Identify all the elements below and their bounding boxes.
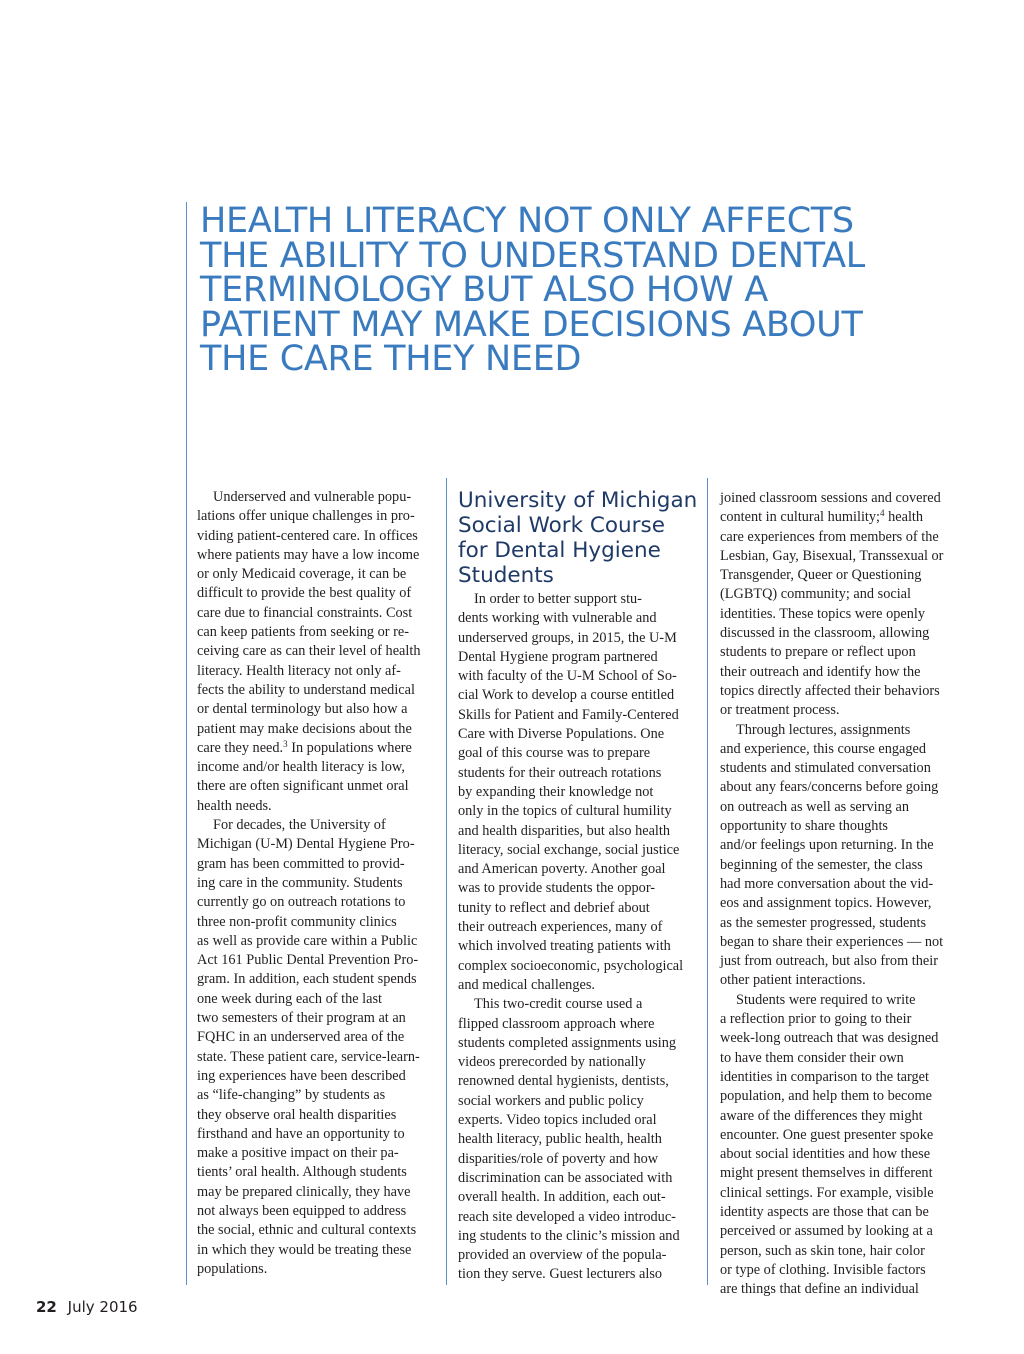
text-line: (LGBTQ) community; and social	[720, 586, 911, 603]
text-line: by expanding their knowledge not	[458, 783, 654, 800]
text-line: two semesters of their program at an	[197, 1010, 406, 1027]
text-line: videos prerecorded by nationally	[458, 1054, 646, 1071]
text-line: literacy, social exchange, social justice	[458, 841, 680, 858]
subhead-line: for Dental Hygiene	[458, 538, 661, 563]
text-line: to have them consider their own	[720, 1049, 904, 1066]
text-line: only in the topics of cultural humility	[458, 803, 672, 820]
text-line: just from outreach, but also from their	[720, 953, 938, 970]
text-line: ceiving care as can their level of health	[197, 643, 421, 660]
text-line: a reflection prior to going to their	[720, 1011, 912, 1028]
text-line: lations offer unique challenges in pro-	[197, 508, 415, 525]
text-line: Dental Hygiene program partnered	[458, 648, 658, 665]
page-footer	[36, 1298, 138, 1316]
pull-quote-line: PATIENT MAY MAKE DECISIONS ABOUT	[200, 304, 863, 345]
text-line: opportunity to share thoughts	[720, 818, 888, 835]
text-line: ing experiences have been described	[197, 1067, 406, 1084]
text-line: in which they would be treating these	[197, 1241, 412, 1258]
text-line: cial Work to develop a course entitled	[458, 687, 675, 704]
text-line: make a positive impact on their pa-	[197, 1145, 399, 1162]
text-line: reach site developed a video introduc-	[458, 1208, 676, 1225]
text-line: and health disparities, but also health	[458, 822, 671, 839]
text-line: and/or feelings upon returning. In the	[720, 837, 934, 854]
text-line: students for their outreach rotations	[458, 764, 662, 781]
text-line: was to provide students the oppor-	[458, 880, 656, 897]
text-line: or only Medicaid coverage, it can be	[197, 566, 407, 583]
subhead-line: University of Michigan	[458, 488, 698, 513]
text-line: aware of the differences they might	[720, 1107, 923, 1124]
text-line: where patients may have a low income	[197, 546, 420, 563]
text-line: students to prepare or reflect upon	[720, 644, 916, 661]
text-line: identities in comparison to the target	[720, 1068, 929, 1085]
text-line: which involved treating patients with	[458, 938, 671, 955]
text-line: provided an overview of the popula-	[458, 1247, 667, 1264]
text-line: and medical challenges.	[458, 976, 595, 993]
reference-superscript: 4	[880, 508, 885, 519]
text-line: gram has been committed to provid-	[197, 855, 405, 872]
pull-quote-line: THE CARE THEY NEED	[200, 339, 582, 379]
text-line: complex socioeconomic, psychological	[458, 957, 684, 974]
pull-quote-line: HEALTH LITERACY NOT ONLY AFFECTS	[200, 201, 854, 241]
text-line: and American poverty. Another goal	[458, 861, 666, 878]
text-line: health literacy, public health, health	[458, 1131, 662, 1148]
text-line: literacy. Health literacy not only af-	[197, 662, 401, 679]
column-rule-left	[186, 202, 187, 1285]
text-line: patient may make decisions about the	[197, 720, 412, 737]
text-line: ing care in the community. Students	[197, 874, 403, 891]
text-line: identities. These topics were openly	[720, 605, 926, 622]
text-line: topics directly affected their behaviors	[720, 682, 940, 699]
column-rule-right	[707, 478, 708, 1285]
text-line: tients’ oral health. Although students	[197, 1164, 407, 1181]
text-line: fects the ability to understand medical	[197, 681, 415, 698]
text-line: Care with Diverse Populations. One	[458, 726, 665, 743]
text-line: dents working with vulnerable and	[458, 610, 657, 627]
text-line	[720, 508, 965, 527]
text-line: about any fears/concerns before going	[720, 779, 939, 796]
text-line: might present themselves in different	[720, 1165, 933, 1182]
text-line: their outreach and identify how the	[720, 663, 921, 680]
text-line: FQHC in an underserved area of the	[197, 1029, 405, 1046]
pull-quote-line: THE ABILITY TO UNDERSTAND DENTAL	[200, 235, 865, 276]
article-column-2	[458, 590, 698, 1285]
column-rule-middle	[446, 478, 447, 1285]
text-fragment: health	[884, 509, 924, 526]
text-line: with faculty of the U-M School of So-	[458, 668, 677, 685]
text-line: goal of this course was to prepare	[458, 745, 651, 762]
text-line: viding patient-centered care. In offices	[197, 527, 418, 544]
text-fragment: care they need.	[197, 739, 284, 756]
text-line: their outreach experiences, many of	[458, 919, 663, 936]
text-line: disparities/role of poverty and how	[458, 1150, 659, 1167]
text-line: renowned dental hygienists, dentists,	[458, 1073, 669, 1090]
subhead-line: Students	[458, 563, 554, 588]
text-line: one week during each of the last	[197, 990, 382, 1007]
text-line: Act 161 Public Dental Prevention Pro-	[197, 952, 419, 969]
text-line: may be prepared clinically, they have	[197, 1183, 411, 1200]
article-column-3	[720, 489, 965, 1299]
text-line: Underserved and vulnerable popu-	[213, 489, 412, 505]
text-line: health needs.	[197, 797, 272, 814]
text-line: other patient interactions.	[720, 972, 866, 989]
text-line: identity aspects are those that can be	[720, 1203, 929, 1220]
subhead-line: Social Work Course	[458, 513, 665, 538]
text-line: joined classroom sessions and covered	[720, 490, 941, 506]
text-line: or type of clothing. Invisible factors	[720, 1261, 926, 1278]
text-line	[197, 739, 437, 758]
text-line: firsthand and have an opportunity to	[197, 1125, 405, 1142]
text-line: person, such as skin tone, hair color	[720, 1242, 925, 1259]
text-line: students completed assignments using	[458, 1034, 677, 1051]
text-line: are things that define an individual	[720, 1281, 919, 1298]
text-line: social workers and public policy	[458, 1092, 644, 1109]
text-line: difficult to provide the best quality of	[197, 585, 412, 602]
text-line: currently go on outreach rotations to	[197, 894, 406, 911]
text-line: flipped classroom approach where	[458, 1015, 655, 1032]
text-line: week-long outreach that was designed	[720, 1030, 939, 1047]
text-line: Michigan (U-M) Dental Hygiene Pro-	[197, 836, 415, 853]
text-line: gram. In addition, each student spends	[197, 971, 417, 988]
text-line: tion they serve. Guest lecturers also	[458, 1266, 663, 1283]
text-line: underserved groups, in 2015, the U-M	[458, 629, 677, 646]
text-line: income and/or health literacy is low,	[197, 759, 405, 776]
article-column-1	[197, 488, 437, 1279]
pull-quote-line: TERMINOLOGY BUT ALSO HOW A	[200, 270, 768, 310]
text-line: discrimination can be associated with	[458, 1169, 673, 1186]
text-line: eos and assignment topics. However,	[720, 895, 932, 912]
text-line: care due to financial constraints. Cost	[197, 604, 413, 621]
text-line: as well as provide care within a Public	[197, 932, 418, 949]
text-line: Through lectures, assignments	[736, 721, 911, 738]
text-line: they observe oral health disparities	[197, 1106, 397, 1123]
text-line: there are often significant unmet oral	[197, 778, 409, 795]
text-line: discussed in the classroom, allowing	[720, 625, 930, 642]
text-line: Skills for Patient and Family-Centered	[458, 706, 679, 723]
text-line: on outreach as well as serving an	[720, 798, 909, 815]
text-line: experts. Video topics included oral	[458, 1112, 657, 1129]
text-line: as “life-changing” by students as	[197, 1087, 386, 1104]
text-line: can keep patients from seeking or re-	[197, 624, 409, 641]
text-line: about social identities and how these	[720, 1146, 931, 1163]
pull-quote	[200, 201, 960, 379]
text-line: Students were required to write	[736, 991, 916, 1008]
text-line: ing students to the clinic’s mission and	[458, 1227, 680, 1244]
text-line: In order to better support stu-	[474, 591, 642, 607]
text-line: populations.	[197, 1260, 268, 1277]
text-line: state. These patient care, service-learn-	[197, 1048, 420, 1065]
text-line: Lesbian, Gay, Bisexual, Transsexual or	[720, 547, 944, 564]
text-line: not always been equipped to address	[197, 1202, 407, 1219]
text-line: perceived or assumed by looking at a	[720, 1223, 933, 1240]
text-line: For decades, the University of	[213, 817, 386, 834]
text-line: began to share their experiences — not	[720, 933, 944, 950]
text-fragment: content in cultural humility;	[720, 509, 881, 526]
text-line: encounter. One guest presenter spoke	[720, 1126, 934, 1143]
text-line: or treatment process.	[720, 702, 840, 719]
text-line: students and stimulated conversation	[720, 760, 931, 777]
text-line: or dental terminology but also how a	[197, 701, 408, 718]
text-line: This two-credit course used a	[474, 996, 643, 1013]
section-subhead	[458, 488, 697, 588]
text-line: beginning of the semester, the class	[720, 856, 923, 873]
text-line: Transgender, Queer or Questioning	[720, 567, 922, 584]
text-line: three non-profit community clinics	[197, 913, 397, 930]
issue-date: July 2016	[67, 1298, 138, 1316]
text-line: care experiences from members of the	[720, 528, 939, 545]
text-line: and experience, this course engaged	[720, 740, 927, 757]
text-line: as the semester progressed, students	[720, 914, 927, 931]
text-line: overall health. In addition, each out-	[458, 1189, 666, 1206]
text-line: tunity to reflect and debrief about	[458, 899, 650, 916]
text-line: population, and help them to become	[720, 1088, 933, 1105]
text-line: clinical settings. For example, visible	[720, 1184, 934, 1201]
text-line: had more conversation about the vid-	[720, 875, 934, 892]
page-number: 22	[36, 1298, 57, 1316]
text-line: the social, ethnic and cultural contexts	[197, 1222, 417, 1239]
reference-superscript: 3	[283, 738, 288, 749]
text-fragment: In populations where	[287, 739, 412, 756]
